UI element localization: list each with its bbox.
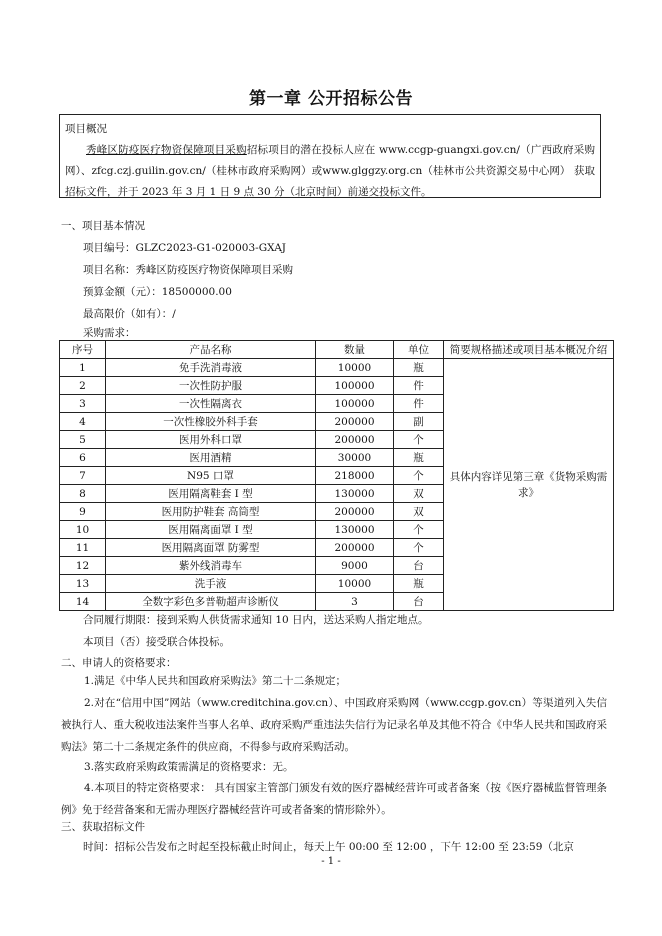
- row-unit: 双: [394, 485, 444, 503]
- row-quantity: 200000: [316, 539, 394, 557]
- project-overview-box: [59, 114, 601, 198]
- row-unit: 件: [394, 377, 444, 395]
- row-seq: 8: [60, 485, 106, 503]
- row-quantity: 130000: [316, 485, 394, 503]
- row-product: N95 口罩: [106, 467, 316, 485]
- header-quantity: 数量: [316, 341, 394, 359]
- page-title: 第一章 公开招标公告: [249, 89, 413, 109]
- row-seq: 14: [60, 593, 106, 611]
- row-quantity: 130000: [316, 521, 394, 539]
- qualification-item-2: 2.对在“信用中国”网站（www.creditchina.gov.cn）、中国政府采购网（www.ccgp.gov.cn）等渠道列入失信被执行人、重大税收违法案件当事人名单、政府采购严重违法失信行为记录名单及其他不符合《中华人民共和国政府采购法》第二十二条规定条件的供应商，不得参与政府采购活动。: [61, 697, 607, 753]
- qualification-item-4: 4.本项目的特定资格要求： 具有国家主管部门颁发有效的医疗器械经营许可或者备案（按《医疗器械监督管理条例》免于经营备案和无需办理医疗器械经营许可或者备案的情形除外）。: [61, 782, 607, 816]
- acquisition-time: 时间：招标公告发布之时起至投标截止时间止，每天上午 00:00 至 12:00 ，下午 12:00 至 23:59（北京: [83, 841, 574, 853]
- row-seq: 4: [60, 413, 106, 431]
- procurement-table: [59, 340, 614, 611]
- row-unit: 双: [394, 503, 444, 521]
- spec-note: 具体内容详见第三章《货物采购需求》: [444, 359, 614, 611]
- row-product: 医用隔离面罩 防雾型: [106, 539, 316, 557]
- overview-text: [65, 140, 595, 203]
- section3-heading: 三、获取招标文件: [61, 821, 145, 833]
- row-product: 洗手液: [106, 575, 316, 593]
- header-unit: 单位: [394, 341, 444, 359]
- header-spec: 简要规格描述或项目基本概况介绍: [444, 341, 614, 359]
- row-product: 一次性防护服: [106, 377, 316, 395]
- row-seq: 10: [60, 521, 106, 539]
- row-seq: 2: [60, 377, 106, 395]
- row-seq: 6: [60, 449, 106, 467]
- page-number: - 1 -: [321, 856, 341, 867]
- row-product: 医用酒精: [106, 449, 316, 467]
- row-product: 医用隔离面罩 I 型: [106, 521, 316, 539]
- row-unit: 个: [394, 431, 444, 449]
- row-unit: 台: [394, 557, 444, 575]
- row-product: 医用外科口罩: [106, 431, 316, 449]
- row-product: 一次性橡胶外科手套: [106, 413, 316, 431]
- contract-period: 合同履行期限：接到采购人供货需求通知 10 日内，送达采购人指定地点。: [83, 614, 429, 626]
- row-seq: 5: [60, 431, 106, 449]
- row-unit: 个: [394, 539, 444, 557]
- row-unit: 瓶: [394, 359, 444, 377]
- qualification-item-1: 1.满足《中华人民共和国政府采购法》第二十二条规定；: [84, 675, 347, 687]
- row-seq: 1: [60, 359, 106, 377]
- row-unit: 个: [394, 467, 444, 485]
- section2-heading: 二、申请人的资格要求：: [61, 657, 177, 669]
- row-seq: 9: [60, 503, 106, 521]
- table-row: [60, 359, 614, 377]
- row-unit: 个: [394, 521, 444, 539]
- row-product: 免手洗消毒液: [106, 359, 316, 377]
- row-quantity: 9000: [316, 557, 394, 575]
- budget-amount: 预算金额（元）：18500000.00: [83, 286, 232, 298]
- section1-heading: 一、项目基本情况: [61, 220, 145, 232]
- row-seq: 11: [60, 539, 106, 557]
- max-price: 最高限价（如有）：/: [83, 308, 176, 320]
- project-number: 项目编号：GLZC2023-G1-020003-GXAJ: [83, 242, 286, 254]
- row-quantity: 200000: [316, 503, 394, 521]
- row-product: 医用隔离鞋套 I 型: [106, 485, 316, 503]
- row-quantity: 218000: [316, 467, 394, 485]
- row-quantity: 200000: [316, 431, 394, 449]
- overview-text-body: 招标项目的潜在投标人应在 www.ccgp-guangxi.gov.cn/（广西政府采购网）、zfcg.czj.guilin.gov.cn/（桂林市政府采购网）或www.glggzy.org.cn（桂林市公共资源交易中心网） 获取招标文件，并于 2023 年 3 月 1 日 9 点 30 分（北京时间）前递交投标文件。: [65, 144, 595, 198]
- project-name: 项目名称：秀峰区防疫医疗物资保障项目采购: [83, 264, 293, 276]
- table-header-row: [60, 341, 614, 359]
- row-seq: 13: [60, 575, 106, 593]
- procurement-label: 采购需求：: [83, 327, 136, 339]
- header-seq: 序号: [60, 341, 106, 359]
- row-product: 全数字彩色多普勒超声诊断仪: [106, 593, 316, 611]
- row-unit: 件: [394, 395, 444, 413]
- row-quantity: 10000: [316, 575, 394, 593]
- row-product: 医用防护鞋套 高筒型: [106, 503, 316, 521]
- overview-heading: 项目概况: [65, 123, 107, 135]
- row-quantity: 3: [316, 593, 394, 611]
- project-name-link: 秀峰区防疫医疗物资保障项目采购: [86, 144, 247, 156]
- row-unit: 瓶: [394, 449, 444, 467]
- row-quantity: 100000: [316, 377, 394, 395]
- row-quantity: 10000: [316, 359, 394, 377]
- row-seq: 12: [60, 557, 106, 575]
- row-unit: 副: [394, 413, 444, 431]
- row-seq: 7: [60, 467, 106, 485]
- row-unit: 瓶: [394, 575, 444, 593]
- row-product: 紫外线消毒车: [106, 557, 316, 575]
- row-quantity: 200000: [316, 413, 394, 431]
- row-product: 一次性隔离衣: [106, 395, 316, 413]
- qualification-item-3: 3.落实政府采购政策需满足的资格要求：无。: [84, 761, 294, 773]
- header-product: 产品名称: [106, 341, 316, 359]
- row-unit: 台: [394, 593, 444, 611]
- row-quantity: 30000: [316, 449, 394, 467]
- consortium-note: 本项目（否）接受联合体投标。: [83, 636, 230, 648]
- row-quantity: 100000: [316, 395, 394, 413]
- row-seq: 3: [60, 395, 106, 413]
